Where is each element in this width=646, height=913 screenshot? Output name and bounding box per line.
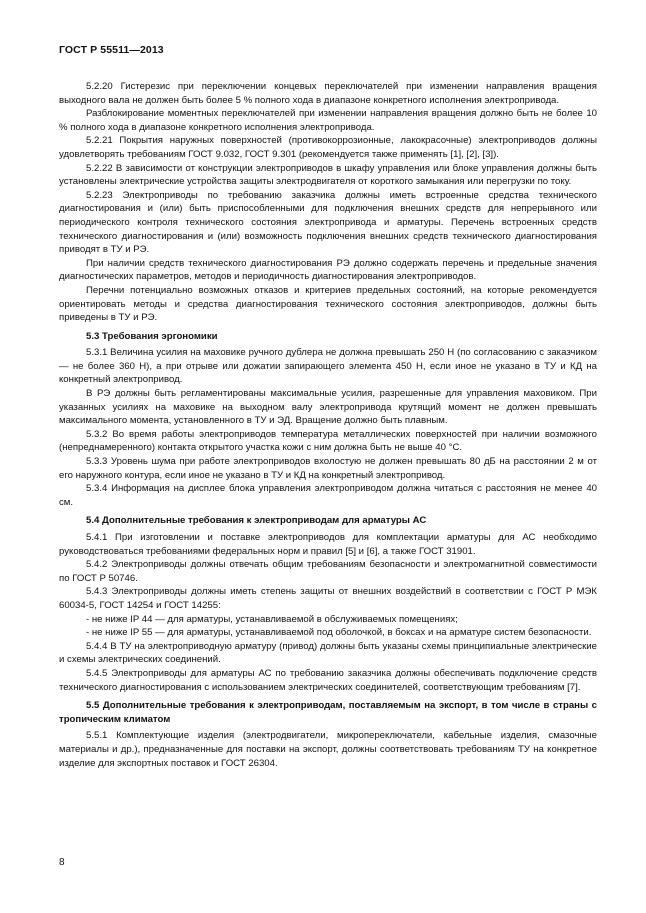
page-number: 8	[59, 857, 65, 868]
paragraph: 5.3.4 Информация на дисплее блока управления электроприводом должна читаться с расстояния не менее 40 см.	[59, 483, 597, 508]
paragraph: 5.2.23 Электроприводы по требованию заказчика должны иметь встроенные средства технического диагностирования и (или) быть приспособленными для подключения внешних средств для непрерывного или периодического контроля технического состояния электропривода и арматуры. Перечень встроенных средств технического диагностирования и (или) возможность подключения внешних средств технического диагностирования приводят в ТУ и РЭ.	[59, 189, 597, 256]
section-heading: 5.5 Дополнительные требования к электроприводам, поставляемым на экспорт, в том числе в страны с тропическим климатом	[59, 700, 597, 725]
paragraph: 5.4.1 При изготовлении и поставке электроприводов для комплектации арматуры для АС необходимо руководствоваться требованиями федеральных норм и правил [5] и [6], а также ГОСТ 31901.	[59, 532, 597, 557]
document-header: ГОСТ Р 55511—2013	[59, 44, 164, 56]
paragraph: 5.4.2 Электроприводы должны отвечать общим требованиям безопасности и электромагнитной совместимости по ГОСТ Р 50746.	[59, 559, 597, 584]
paragraph: 5.4.3 Электроприводы должны иметь степень защиты от внешних воздействий в соответствии с ГОСТ Р МЭК 60034-5, ГОСТ 14254 и ГОСТ 14255:	[59, 586, 597, 611]
paragraph: Перечни потенциально возможных отказов и критериев предельных состояний, на которые рекомендуется ориентировать методы и средства диагностирования технического состояния электроприводов, должны быть приведены в ТУ и РЭ.	[59, 284, 597, 324]
paragraph: 5.3.3 Уровень шума при работе электроприводов вхолостую не должен превышать 80 дБ на расстоянии 2 м от его наружного контура, если иное не указано в ТУ и КД на конкретный электропривод.	[59, 456, 597, 481]
paragraph: 5.2.20 Гистерезис при переключении концевых переключателей при изменении направления вращения выходного вала не должен быть более 5 % полного хода в диапазоне конкретного исполнения электропривода.	[59, 81, 597, 106]
paragraph: При наличии средств технического диагностирования РЭ должно содержать перечень и предельные значения диагностических параметров, методов и периодичность диагностирования электроприводов.	[59, 257, 597, 283]
section-heading: 5.3 Требования эргономики	[86, 330, 218, 342]
paragraph: 5.4.4 В ТУ на электроприводную арматуру (привод) должны быть указаны схемы принципиальные электрические и схемы электрических соединений.	[59, 640, 597, 666]
paragraph: Разблокирование моментных переключателей при изменении направления вращения должно быть не более 10 % полного хода в диапазоне конкретного исполнения электропривода.	[59, 108, 597, 133]
paragraph: 5.2.22 В зависимости от конструкции электроприводов в шкафу управления или блоке управления должны быть установлены электрические устройства защиты электродвигателя от короткого замыкания или перегрузки по току.	[59, 162, 597, 188]
paragraph: 5.3.1 Величина усилия на маховике ручного дублера не должна превышать 250 Н (по согласованию с заказчиком — не более 360 Н), а при отрыве или дожатии запирающего элемента 450 Н, если иное не указано в ТУ и КД на конкретный электропривод.	[59, 347, 597, 386]
paragraph: В РЭ должны быть регламентированы максимальные усилия, разрешенные для управления маховиком. При указанных усилиях на маховике на выходном валу электропривода крутящий момент не должен превышать максимального момента, установленного в ТУ и ЭД. Вращение должно быть плавным.	[59, 388, 597, 427]
list-item: - не ниже IP 44 — для арматуры, устанавливаемой в обслуживаемых помещениях;	[86, 613, 458, 625]
list-item: - не ниже IP 55 — для арматуры, устанавливаемой под оболочкой, в боксах и на арматуре систем безопасности.	[86, 627, 592, 639]
paragraph: 5.4.5 Электроприводы для арматуры АС по требованию заказчика должны обеспечивать подключение средств технического диагностирования с использованием электрических соединителей, соответствующим требованиям [7].	[59, 667, 597, 693]
document-body	[59, 80, 597, 770]
section-heading: 5.4 Дополнительные требования к электроприводам для арматуры АС	[86, 515, 427, 527]
paragraph: 5.2.21 Покрытия наружных поверхностей (противокоррозионные, лакокрасочные) электроприводов должны удовлетворять требованиям ГОСТ 9.032, ГОСТ 9.301 (рекомендуется также применять [1], [2], [3]).	[59, 135, 597, 160]
paragraph: 5.3.2 Во время работы электроприводов температура металлических поверхностей при наличии возможного (непреднамеренного) контакта открытого участка кожи с ним должна быть не выше 40 °С.	[59, 428, 597, 454]
paragraph: 5.5.1 Комплектующие изделия (электродвигатели, микропереключатели, кабельные изделия, смазочные материалы и др.), предназначенные для поставки на экспорт, должны соответствовать требованиям ТУ на конкретное изделие для экспортных поставок и ГОСТ 26304.	[59, 730, 597, 769]
